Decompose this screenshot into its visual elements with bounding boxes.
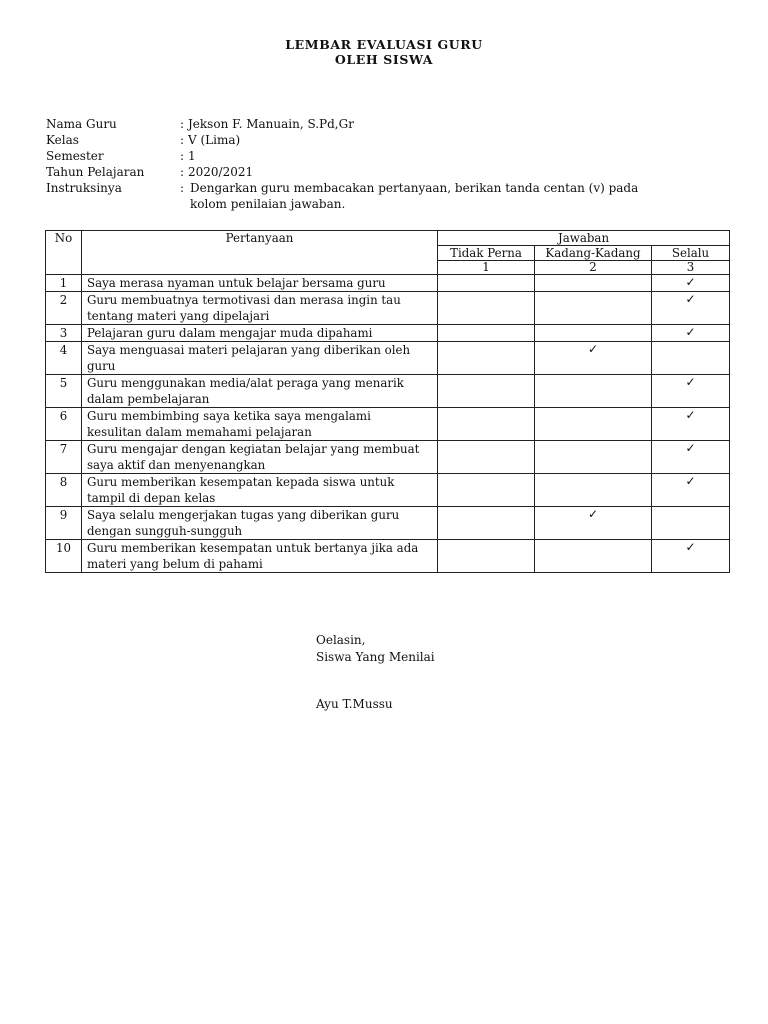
instruction-line-1: Dengarkan guru membacakan pertanyaan, berikan tanda centan (v) pada bbox=[190, 181, 639, 195]
info-colon: : bbox=[180, 117, 185, 131]
question-line-2: kesulitan dalam memahami pelajaran bbox=[87, 425, 312, 439]
answer-cell-3[interactable] bbox=[652, 540, 730, 573]
answer-cell-2[interactable] bbox=[535, 441, 652, 474]
question-cell bbox=[82, 408, 438, 441]
info-colon: : bbox=[180, 165, 185, 179]
info-row-school-year bbox=[46, 164, 666, 180]
info-value: Jekson F. Manuain, S.Pd,Gr bbox=[188, 117, 354, 131]
question-line-1: Guru memberikan kesempatan untuk bertanya jika ada bbox=[87, 541, 419, 555]
checkmark-icon: ✓ bbox=[685, 474, 696, 488]
checkmark-icon: ✓ bbox=[685, 540, 696, 554]
question-line-2: tentang materi yang dipelajari bbox=[87, 309, 270, 323]
question-cell bbox=[82, 292, 438, 325]
answer-cell-2[interactable] bbox=[535, 325, 652, 342]
answer-cell-3[interactable] bbox=[652, 325, 730, 342]
row-number: 7 bbox=[46, 441, 82, 474]
answer-cell-1[interactable] bbox=[438, 507, 535, 540]
info-label: Nama Guru bbox=[46, 117, 117, 131]
row-number: 6 bbox=[46, 408, 82, 441]
question-line-1: Saya merasa nyaman untuk belajar bersama guru bbox=[87, 276, 386, 290]
header-question: Pertanyaan bbox=[82, 231, 438, 275]
answer-cell-1[interactable] bbox=[438, 474, 535, 507]
answer-cell-3[interactable] bbox=[652, 474, 730, 507]
question-line-2: tampil di depan kelas bbox=[87, 491, 216, 505]
info-row-semester bbox=[46, 148, 666, 164]
answer-cell-2[interactable] bbox=[535, 540, 652, 573]
question-cell bbox=[82, 474, 438, 507]
answer-cell-1[interactable] bbox=[438, 325, 535, 342]
answer-cell-3[interactable] bbox=[652, 408, 730, 441]
header-option-always: Selalu bbox=[652, 246, 730, 261]
answer-cell-1[interactable] bbox=[438, 441, 535, 474]
row-number: 3 bbox=[46, 325, 82, 342]
table-row bbox=[46, 292, 730, 325]
info-label: Semester bbox=[46, 149, 104, 163]
question-line-2: dalam pembelajaran bbox=[87, 392, 210, 406]
info-colon: : bbox=[180, 149, 185, 163]
row-number: 10 bbox=[46, 540, 82, 573]
checkmark-icon: ✓ bbox=[685, 275, 696, 289]
row-number: 5 bbox=[46, 375, 82, 408]
header-score-2: 2 bbox=[535, 261, 652, 275]
table-row bbox=[46, 540, 730, 573]
checkmark-icon: ✓ bbox=[685, 325, 696, 339]
question-cell bbox=[82, 325, 438, 342]
answer-cell-2[interactable] bbox=[535, 275, 652, 292]
teacher-info bbox=[46, 116, 666, 212]
checkmark-icon: ✓ bbox=[587, 507, 599, 521]
row-number: 9 bbox=[46, 507, 82, 540]
signature-role: Siswa Yang Menilai bbox=[316, 650, 435, 664]
info-label: Kelas bbox=[46, 133, 79, 147]
table-row bbox=[46, 375, 730, 408]
info-value: V (Lima) bbox=[188, 133, 241, 147]
answer-cell-1[interactable] bbox=[438, 275, 535, 292]
header-option-sometimes: Kadang-Kadang bbox=[535, 246, 652, 261]
answer-cell-3[interactable] bbox=[652, 375, 730, 408]
answer-cell-2[interactable] bbox=[535, 474, 652, 507]
table-row bbox=[46, 507, 730, 540]
header-score-3: 3 bbox=[652, 261, 730, 275]
question-line-1: Guru membuatnya termotivasi dan merasa ingin tau bbox=[87, 293, 401, 307]
info-label: Instruksinya bbox=[46, 181, 122, 195]
answer-cell-1[interactable] bbox=[438, 540, 535, 573]
info-value: 1 bbox=[188, 149, 196, 163]
header-answer-group: Jawaban bbox=[438, 231, 730, 246]
signature-place: Oelasin, bbox=[316, 633, 366, 647]
row-number: 8 bbox=[46, 474, 82, 507]
document-title: LEMBAR EVALUASI GURU bbox=[285, 37, 483, 52]
table-row bbox=[46, 325, 730, 342]
header-no: No bbox=[46, 231, 82, 275]
question-line-2: materi yang belum di pahami bbox=[87, 557, 263, 571]
row-number: 1 bbox=[46, 275, 82, 292]
answer-cell-3[interactable] bbox=[652, 275, 730, 292]
row-number: 4 bbox=[46, 342, 82, 375]
question-line-1: Pelajaran guru dalam mengajar muda dipahami bbox=[87, 326, 373, 340]
question-line-2: saya aktif dan menyenangkan bbox=[87, 458, 266, 472]
document-subtitle: OLEH SISWA bbox=[334, 52, 434, 67]
answer-cell-2[interactable] bbox=[535, 507, 652, 540]
signature-block bbox=[316, 632, 435, 666]
answer-cell-2[interactable] bbox=[535, 408, 652, 441]
answer-cell-3[interactable] bbox=[652, 441, 730, 474]
question-line-1: Guru menggunakan media/alat peraga yang menarik bbox=[87, 376, 404, 390]
question-cell bbox=[82, 540, 438, 573]
question-line-2: dengan sungguh-sungguh bbox=[87, 524, 243, 538]
question-cell bbox=[82, 275, 438, 292]
row-number: 2 bbox=[46, 292, 82, 325]
evaluation-table bbox=[45, 230, 730, 573]
table-row bbox=[46, 441, 730, 474]
question-line-1: Saya selalu mengerjakan tugas yang diberikan guru bbox=[87, 508, 400, 522]
question-cell bbox=[82, 507, 438, 540]
answer-cell-3[interactable] bbox=[652, 292, 730, 325]
question-line-1: Guru memberikan kesempatan kepada siswa untuk bbox=[87, 475, 395, 489]
answer-cell-1[interactable] bbox=[438, 292, 535, 325]
question-cell bbox=[82, 342, 438, 375]
checkmark-icon: ✓ bbox=[685, 375, 696, 389]
question-line-1: Saya menguasai materi pelajaran yang diberikan oleh bbox=[87, 343, 411, 357]
checkmark-icon: ✓ bbox=[685, 292, 696, 306]
answer-cell-2[interactable] bbox=[535, 292, 652, 325]
answer-cell-1[interactable] bbox=[438, 375, 535, 408]
question-line-2: guru bbox=[87, 359, 116, 373]
question-cell bbox=[82, 375, 438, 408]
question-line-1: Guru membimbing saya ketika saya mengalami bbox=[87, 409, 371, 423]
instruction-line-2: kolom penilaian jawaban. bbox=[190, 197, 346, 211]
table-row bbox=[46, 342, 730, 375]
info-colon: : bbox=[180, 133, 185, 147]
header-score-1: 1 bbox=[438, 261, 535, 275]
answer-cell-2[interactable] bbox=[535, 375, 652, 408]
info-value: 2020/2021 bbox=[188, 165, 254, 179]
info-row-class bbox=[46, 132, 666, 148]
answer-cell-3[interactable] bbox=[652, 507, 730, 540]
header-option-never: Tidak Perna bbox=[438, 246, 535, 261]
checkmark-icon: ✓ bbox=[685, 441, 696, 455]
info-label: Tahun Pelajaran bbox=[46, 165, 145, 179]
answer-cell-1[interactable] bbox=[438, 342, 535, 375]
table-row bbox=[46, 275, 730, 292]
question-line-1: Guru mengajar dengan kegiatan belajar yang membuat bbox=[87, 442, 420, 456]
info-row-teacher-name bbox=[46, 116, 666, 132]
checkmark-icon: ✓ bbox=[685, 408, 696, 422]
instruction-text bbox=[188, 180, 650, 212]
question-cell bbox=[82, 441, 438, 474]
signer-name: Ayu T.Mussu bbox=[316, 697, 393, 711]
table-row bbox=[46, 408, 730, 441]
answer-cell-3[interactable] bbox=[652, 342, 730, 375]
answer-cell-1[interactable] bbox=[438, 408, 535, 441]
table-row bbox=[46, 474, 730, 507]
checkmark-icon: ✓ bbox=[587, 342, 599, 356]
answer-cell-2[interactable] bbox=[535, 342, 652, 375]
info-colon: : bbox=[180, 181, 185, 195]
info-row-instruction bbox=[46, 180, 666, 212]
